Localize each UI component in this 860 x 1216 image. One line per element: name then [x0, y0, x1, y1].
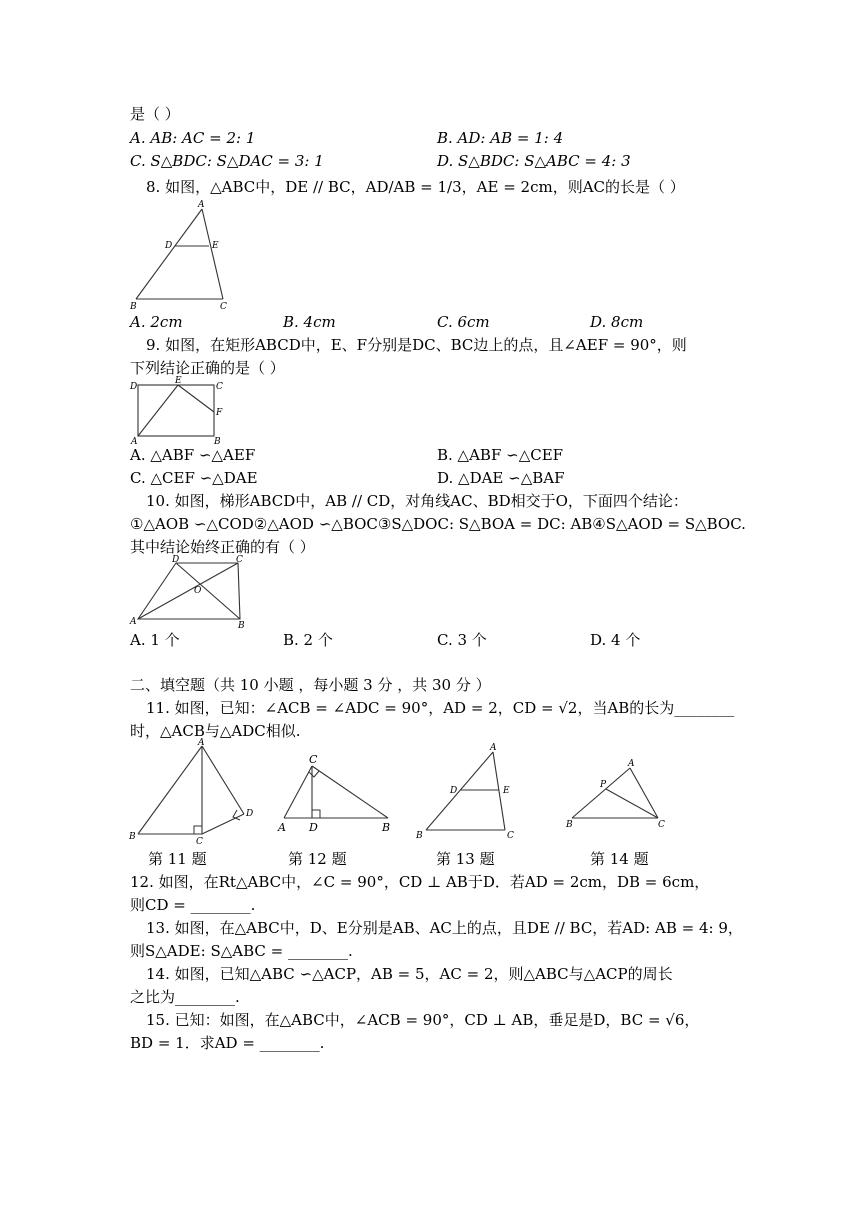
f14-label-a: A: [628, 759, 635, 769]
q9-stem-line2: 下列结论正确的是（ ）: [130, 359, 285, 377]
figure-14: [562, 756, 674, 834]
q10-label-a: A: [130, 617, 137, 627]
f12-label-c: C: [309, 753, 318, 766]
q11-stem-line2: 时，△ACB与△ADC相似.: [130, 722, 301, 740]
q13-stem-line2: 则S△ADE: S△ABC = ________.: [130, 942, 353, 960]
q9-label-f: F: [216, 408, 223, 418]
q9-label-d: D: [130, 382, 138, 392]
q13-stem-line1: 13. 如图，在△ABC中，D、E分别是AB、AC上的点，且DE // BC，若AD: AB = 4: 9，: [146, 919, 743, 937]
q8-option-b: B. 4cm: [283, 313, 336, 331]
f14-label-p: P: [600, 780, 607, 790]
figure-12: [276, 750, 402, 836]
q14-stem-line1: 14. 如图，已知△ABC ∽△ACP，AB = 5，AC = 2，则△ABC与△ACP的周长: [146, 965, 673, 983]
q9-option-a: A. △ABF ∽△AEF: [130, 446, 256, 464]
q7-option-c: C. S△BDC: S△DAC = 3: 1: [130, 152, 324, 170]
f11-label-b: B: [129, 832, 136, 842]
q8-option-c: C. 6cm: [437, 313, 490, 331]
f13-label-b: B: [416, 831, 423, 840]
f11-label-a: A: [198, 738, 205, 748]
q9-option-b: B. △ABF ∽△CEF: [437, 446, 564, 464]
f12-label-b: B: [382, 821, 391, 834]
q10-trapezoid-figure: [128, 553, 258, 633]
q7-option-d: D. S△BDC: S△ABC = 4: 3: [437, 152, 631, 170]
q9-rectangle-figure: [128, 374, 228, 446]
q12-stem-line1: 12. 如图，在Rt△ABC中，∠C = 90°，CD ⊥ AB于D．若AD = 2cm，DB = 6cm，: [130, 873, 710, 891]
figure-14-caption: 第 14 题: [590, 850, 649, 868]
q10-stem-line1: 10. 如图，梯形ABCD中，AB // CD，对角线AC、BD相交于O，下面四个结论：: [146, 492, 688, 510]
q15-stem-line2: BD = 1．求AD = ________.: [130, 1034, 325, 1052]
q8-label-b: B: [130, 302, 137, 312]
figure-11: [126, 736, 260, 846]
q8-label-c: C: [220, 302, 227, 312]
q9-label-e: E: [175, 376, 182, 386]
q15-stem-line1: 15. 已知：如图，在△ABC中，∠ACB = 90°，CD ⊥ AB，垂足是D，BC = √6，: [146, 1011, 700, 1029]
figure-12-caption: 第 12 题: [288, 850, 347, 868]
q7-option-b: B. AD: AB = 1: 4: [437, 129, 564, 147]
q11-stem-line1: 11. 如图，已知：∠ACB = ∠ADC = 90°，AD = 2，CD = √2，当AB的长为________: [146, 699, 735, 717]
q10-option-a: A. 1 个: [130, 631, 180, 649]
f14-label-c: C: [658, 820, 665, 830]
q9-label-a: A: [131, 437, 138, 446]
f12-label-a: A: [278, 821, 286, 834]
q8-label-d: D: [165, 241, 173, 251]
figure-13: [410, 740, 534, 840]
q8-option-a: A. 2cm: [130, 313, 183, 331]
f12-label-d: D: [309, 821, 318, 834]
f11-label-d: D: [246, 809, 254, 819]
figure-13-caption: 第 13 题: [436, 850, 495, 868]
q8-option-d: D. 8cm: [590, 313, 644, 331]
f13-label-d: D: [450, 786, 458, 796]
q10-label-o: O: [194, 586, 202, 596]
f11-label-c: C: [196, 837, 203, 846]
q10-option-c: C. 3 个: [437, 631, 487, 649]
q9-option-d: D. △DAE ∽△BAF: [437, 469, 565, 487]
f13-label-a: A: [490, 743, 497, 753]
q9-label-c: C: [216, 382, 223, 392]
q10-label-b: B: [238, 621, 245, 631]
q10-stem-line3: 其中结论始终正确的有（ ）: [130, 538, 315, 556]
q8-stem: 8. 如图，△ABC中，DE // BC，AD/AB = 1/3，AE = 2cm，则AC的长是（ ）: [146, 178, 685, 196]
q7-tail: 是（ ）: [130, 105, 180, 123]
q10-label-c: C: [236, 555, 243, 565]
f13-label-e: E: [503, 786, 510, 796]
q8-triangle-figure: [128, 198, 238, 313]
figure-11-caption: 第 11 题: [148, 850, 207, 868]
q9-stem-line1: 9. 如图，在矩形ABCD中，E、F分别是DC、BC边上的点，且∠AEF = 90°，则: [146, 336, 687, 354]
section-2-heading: 二、填空题（共 10 小题 ，每小题 3 分 ，共 30 分 ）: [130, 676, 491, 694]
q8-label-a: A: [198, 200, 205, 210]
f14-label-b: B: [566, 820, 573, 830]
q10-label-d: D: [172, 555, 180, 565]
q8-label-e: E: [212, 241, 219, 251]
q10-option-d: D. 4 个: [590, 631, 641, 649]
q12-stem-line2: 则CD = ________.: [130, 896, 256, 914]
q14-stem-line2: 之比为________.: [130, 988, 240, 1006]
q9-label-b: B: [214, 437, 221, 446]
f13-label-c: C: [507, 831, 514, 840]
q10-stem-line2: ①△AOB ∽△COD②△AOD ∽△BOC③S△DOC: S△BOA = DC: AB④S△AOD = S△BOC.: [130, 515, 746, 533]
q10-option-b: B. 2 个: [283, 631, 333, 649]
q9-option-c: C. △CEF ∽△DAE: [130, 469, 258, 487]
q7-option-a: A. AB: AC = 2: 1: [130, 129, 256, 147]
